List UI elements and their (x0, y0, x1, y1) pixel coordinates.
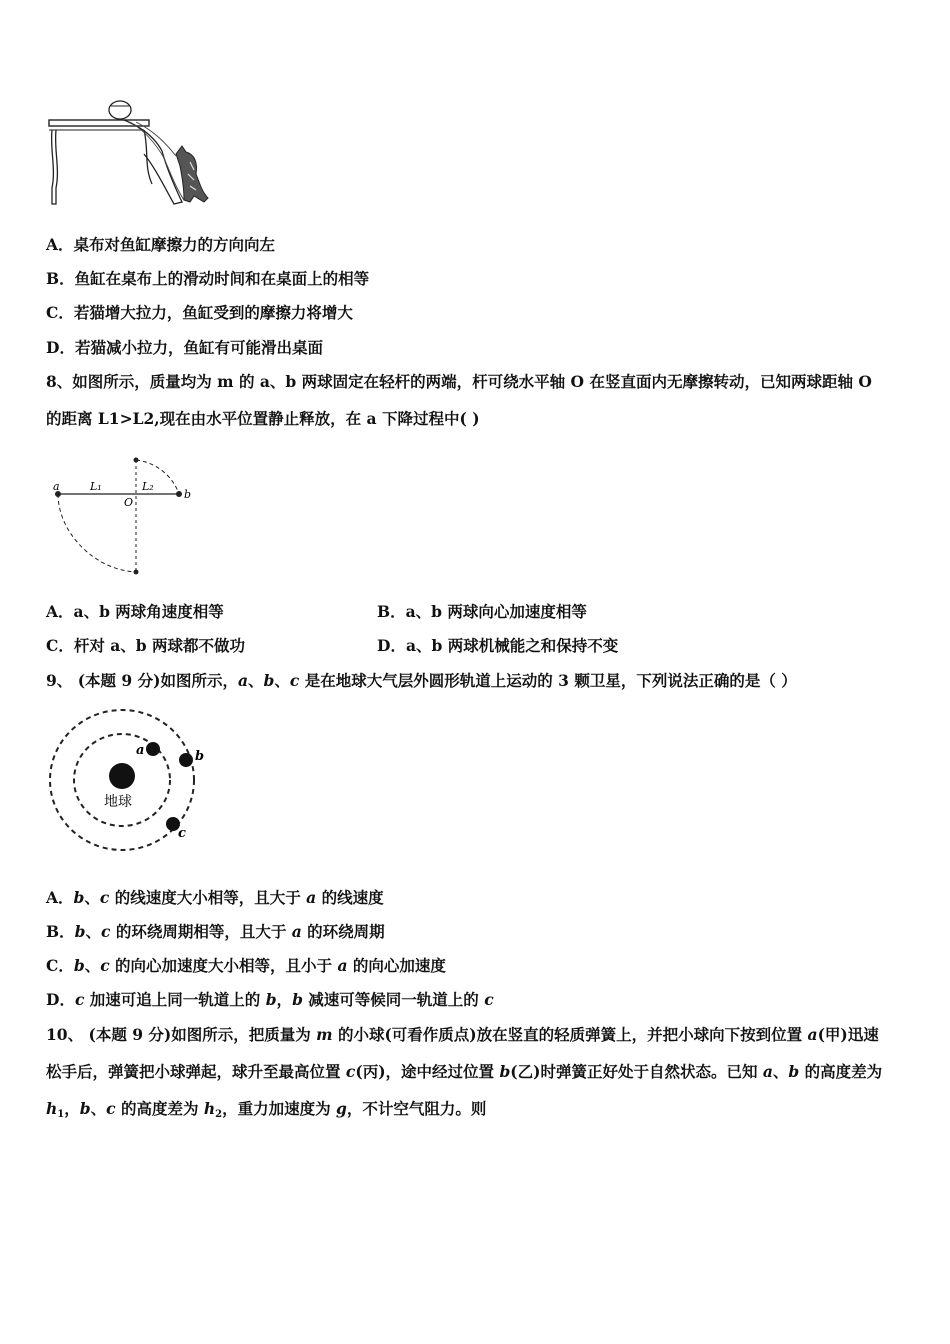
rod-label-a: a (53, 480, 60, 493)
q10-stem-line3: $h_1$，b、c 的高度差为 $h_2$，重力加速度为 g，不计空气阻力。则 (46, 1099, 487, 1120)
q10-stem-line2: 松手后，弹簧把小球弹起，球升至最高位置 c(丙)，途中经过位置 b(乙)时弹簧正好处于自然状态。已知 a、b 的高度差为 (46, 1062, 883, 1081)
q8-option-d: D．a、b 两球机械能之和保持不变 (377, 636, 619, 655)
q9-stem: 9、 (本题 9 分)如图所示，a、b、c 是在地球大气层外圆形轨道上运动的 3 颗卫星，下列说法正确的是（ ） (46, 671, 797, 690)
satellite-label-c: c (178, 826, 186, 841)
satellite-orbit-figure (44, 702, 214, 862)
q8-option-c: C．杆对 a、b 两球都不做功 (46, 636, 246, 655)
rod-label-l1: L₁ (90, 480, 102, 493)
satellite-label-a: a (136, 743, 145, 758)
earth-icon (109, 763, 135, 789)
satellite-label-b: b (195, 749, 205, 764)
q7-option-a: A．桌布对鱼缸摩擦力的方向向左 (46, 235, 276, 254)
q7-option-d: D．若猫减小拉力，鱼缸有可能滑出桌面 (46, 338, 323, 357)
q8-stem-line1: 8、如图所示，质量均为 m 的 a、b 两球固定在轻杆的两端，杆可绕水平轴 O 在竖直面内无摩擦转动，已知两球距轴 O (46, 372, 872, 391)
q9-option-c: C．b、c 的向心加速度大小相等，且小于 a 的向心加速度 (46, 956, 446, 975)
rod-label-l2: L₂ (142, 480, 154, 493)
rod-label-o: O (124, 496, 134, 509)
q8-stem-line2: 的距离 L1>L2,现在由水平位置静止释放，在 a 下降过程中( ) (46, 409, 480, 428)
q8-option-b: B．a、b 两球向心加速度相等 (377, 602, 587, 621)
q10-stem-line1: 10、 (本题 9 分)如图所示，把质量为 m 的小球(可看作质点)放在竖直的轻质弹簧上，并把小球向下按到位置 a(甲)迅速 (46, 1025, 879, 1044)
q9-option-d: D．c 加速可追上同一轨道上的 b，b 减速可等候同一轨道上的 c (46, 990, 494, 1009)
q7-option-b: B．鱼缸在桌布上的滑动时间和在桌面上的相等 (46, 269, 370, 288)
q7-option-c: C．若猫增大拉力，鱼缸受到的摩擦力将增大 (46, 303, 353, 322)
q9-option-a: A．b、c 的线速度大小相等，且大于 a 的线速度 (46, 888, 384, 907)
satellite-a-icon (146, 742, 160, 756)
earth-label: 地球 (104, 794, 132, 810)
q8-option-a: A．a、b 两球角速度相等 (46, 602, 224, 621)
q9-option-b: B．b、c 的环绕周期相等，且大于 a 的环绕周期 (46, 922, 385, 941)
rod-label-b: b (184, 488, 192, 501)
tablecloth-cat-figure (44, 96, 219, 208)
rod-balls-figure (44, 452, 194, 582)
satellite-b-icon (179, 753, 193, 767)
